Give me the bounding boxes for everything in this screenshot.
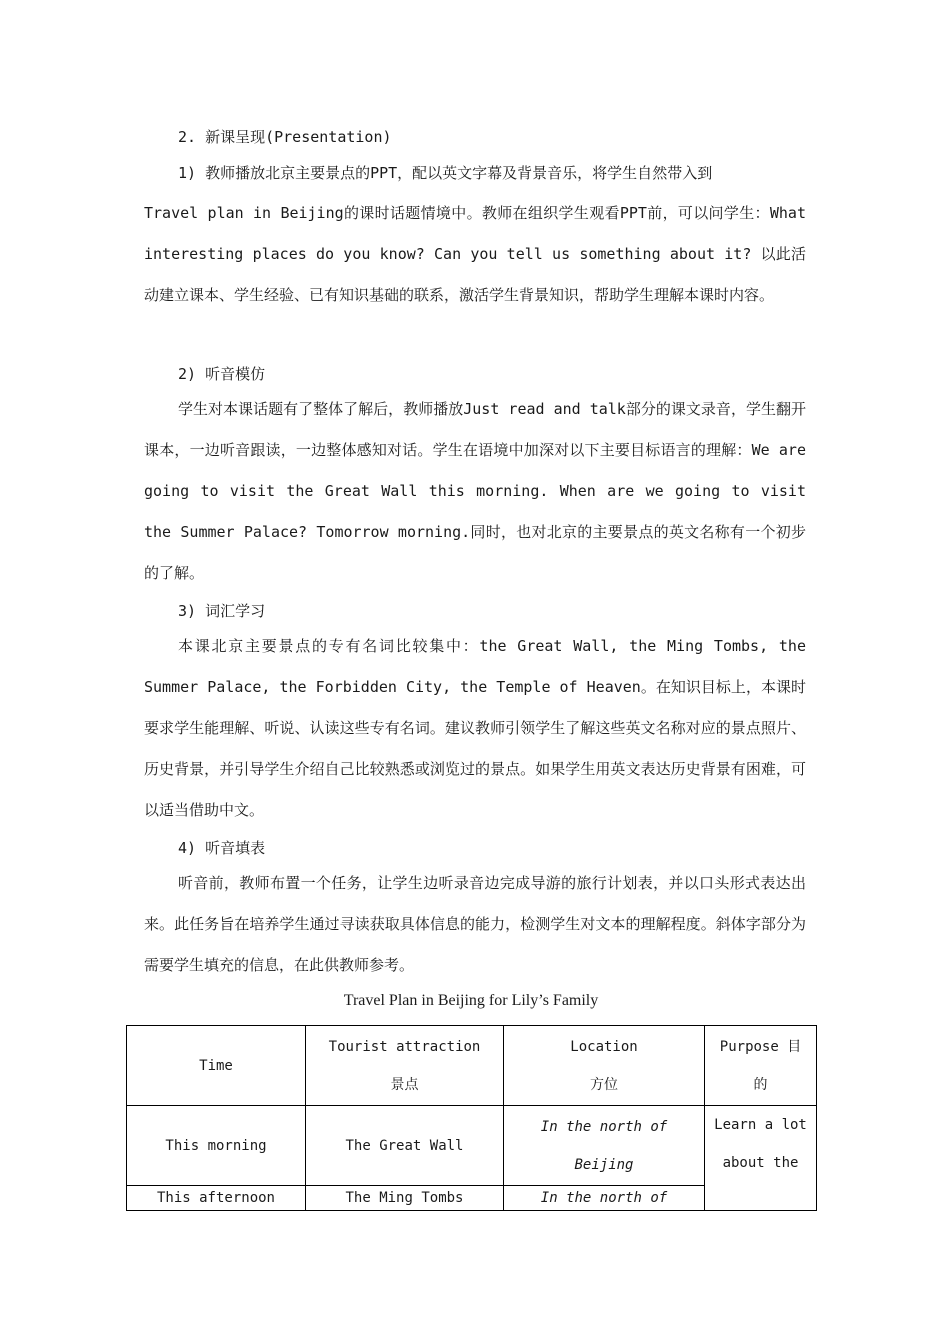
header-location [504, 1026, 705, 1106]
row1-time: This morning [127, 1106, 306, 1186]
header-purpose-en: Purpose 目 [719, 1038, 802, 1055]
row1-location-line1: In the north of [540, 1118, 668, 1135]
header-time [127, 1026, 306, 1106]
step1-body: Travel plan in Beijing的课时话题情境中。教师在组织学生观看PPT前，可以问学生：What interesting places do you know? Can you tell us something about it? 以此活动建立课本、学生经验、已有知识基础的联系，激活学生背景知识，帮助学生理解本课时内容。 [144, 204, 806, 304]
step4-heading: 4) 听音填表 [178, 839, 266, 857]
step3-heading: 3) 词汇学习 [178, 602, 266, 620]
row1-location-line2: Beijing [574, 1156, 634, 1173]
section-heading: 2. 新课呈现(Presentation) [178, 128, 392, 146]
row2-time: This afternoon [127, 1186, 306, 1211]
header-attraction-zh: 景点 [390, 1076, 419, 1093]
table-row [127, 1106, 817, 1186]
row1-purpose [705, 1106, 817, 1211]
row2-attraction: The Ming Tombs [306, 1186, 504, 1211]
header-attraction [306, 1026, 504, 1106]
header-purpose [705, 1026, 817, 1106]
table-caption: Travel Plan in Beijing for Lily’s Family [343, 992, 599, 1009]
header-purpose-zh: 的 [753, 1076, 768, 1093]
row1-purpose-line1: Learn a lot [714, 1117, 807, 1133]
header-location-zh: 方位 [590, 1076, 618, 1093]
step1-heading: 1) 教师播放北京主要景点的PPT，配以英文字幕及背景音乐，将学生自然带入到 [178, 164, 713, 182]
row1-location [504, 1106, 705, 1186]
step3-body: 本课北京主要景点的专有名词比较集中：the Great Wall, the Ming Tombs, the Summer Palace, the Forbidden City, the Temple of Heaven。在知识目标上，本课时要求学生能理解、听说、认读这些专有名词。建议教师引领学生了解这些英文名称对应的景点照片、历史背景，并引导学生介绍自己比较熟悉或浏览过的景点。如果学生用英文表达历史背景有困难，可以适当借助中文。 [144, 637, 806, 819]
table-header-row [127, 1026, 817, 1106]
travel-plan-table [126, 1025, 817, 1211]
row1-purpose-line2: about the [722, 1155, 799, 1171]
step4-body: 听音前，教师布置一个任务，让学生边听录音边完成导游的旅行计划表，并以口头形式表达出来。此任务旨在培养学生通过寻读获取具体信息的能力，检测学生对文本的理解程度。斜体字部分为需要学生填充的信息，在此供教师参考。 [144, 874, 806, 974]
step2-body: 学生对本课话题有了整体了解后，教师播放Just read and talk部分的课文录音，学生翻开课本，一边听音跟读，一边整体感知对话。学生在语境中加深对以下主要目标语言的理解：We are going to visit the Great Wall this morning. When are we going to visit the Summer Palace? Tomorrow morning.同时，也对北京的主要景点的英文名称有一个初步的了解。 [144, 400, 806, 582]
header-location-en: Location [570, 1038, 638, 1055]
step2-heading: 2) 听音模仿 [178, 365, 266, 383]
row2-location: In the north of [504, 1186, 705, 1211]
row1-attraction: The Great Wall [306, 1106, 504, 1186]
header-time-label: Time [199, 1057, 233, 1074]
header-attraction-en: Tourist attraction [328, 1038, 481, 1055]
